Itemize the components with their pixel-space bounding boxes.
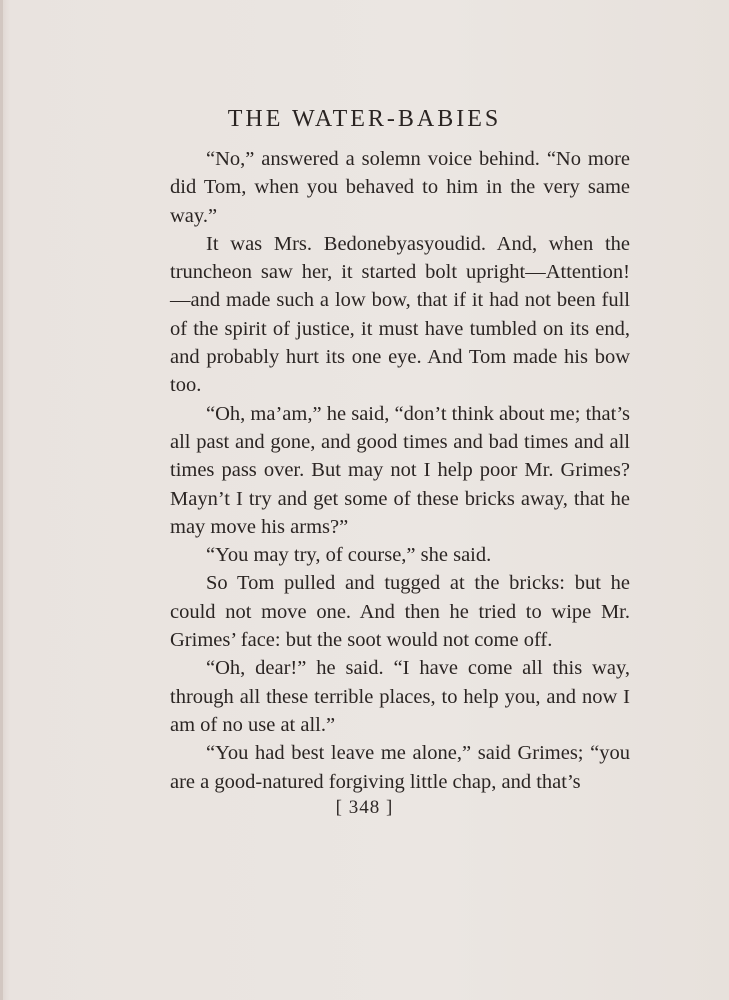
paragraph: “You may try, of course,” she said. [206, 544, 492, 567]
paragraph: So Tom pulled and tugged at the bricks: but he could not move one. And then he tried to wipe Mr. Grimes’ face: but the soot would not come off. [170, 572, 630, 652]
paragraph: It was Mrs. Bedonebyasyoudid. And, when the truncheon saw her, it started bolt upright—Attention! —and made such a low bow, that if it had not been full of the spirit of justice, it must have tumbled on its end, and probably hurt its one eye. And Tom made his bow too. [170, 232, 630, 397]
page-edge [0, 0, 3, 1000]
paragraph: “No,” answered a solemn voice behind. “No more did Tom, when you behaved to him in the very same way.” [170, 148, 630, 227]
paragraph: “Oh, ma’am,” he said, “don’t think about me; that’s all past and gone, and good times and bad times and all times pass over. But may not I help poor Mr. Grimes? Mayn’t I try and get some of these bricks away, that he may move his arms?” [170, 402, 630, 538]
body-text [170, 145, 630, 796]
paragraph: “You had best leave me alone,” said Grimes; “you are a good-natured forgiving little chap, and that’s [170, 742, 630, 793]
running-head: THE WATER-BABIES [227, 106, 502, 132]
paragraph: “Oh, dear!” he said. “I have come all this way, through all these terrible places, to help you, and now I am of no use at all.” [170, 657, 630, 736]
page-number: [ 348 ] [335, 797, 394, 818]
